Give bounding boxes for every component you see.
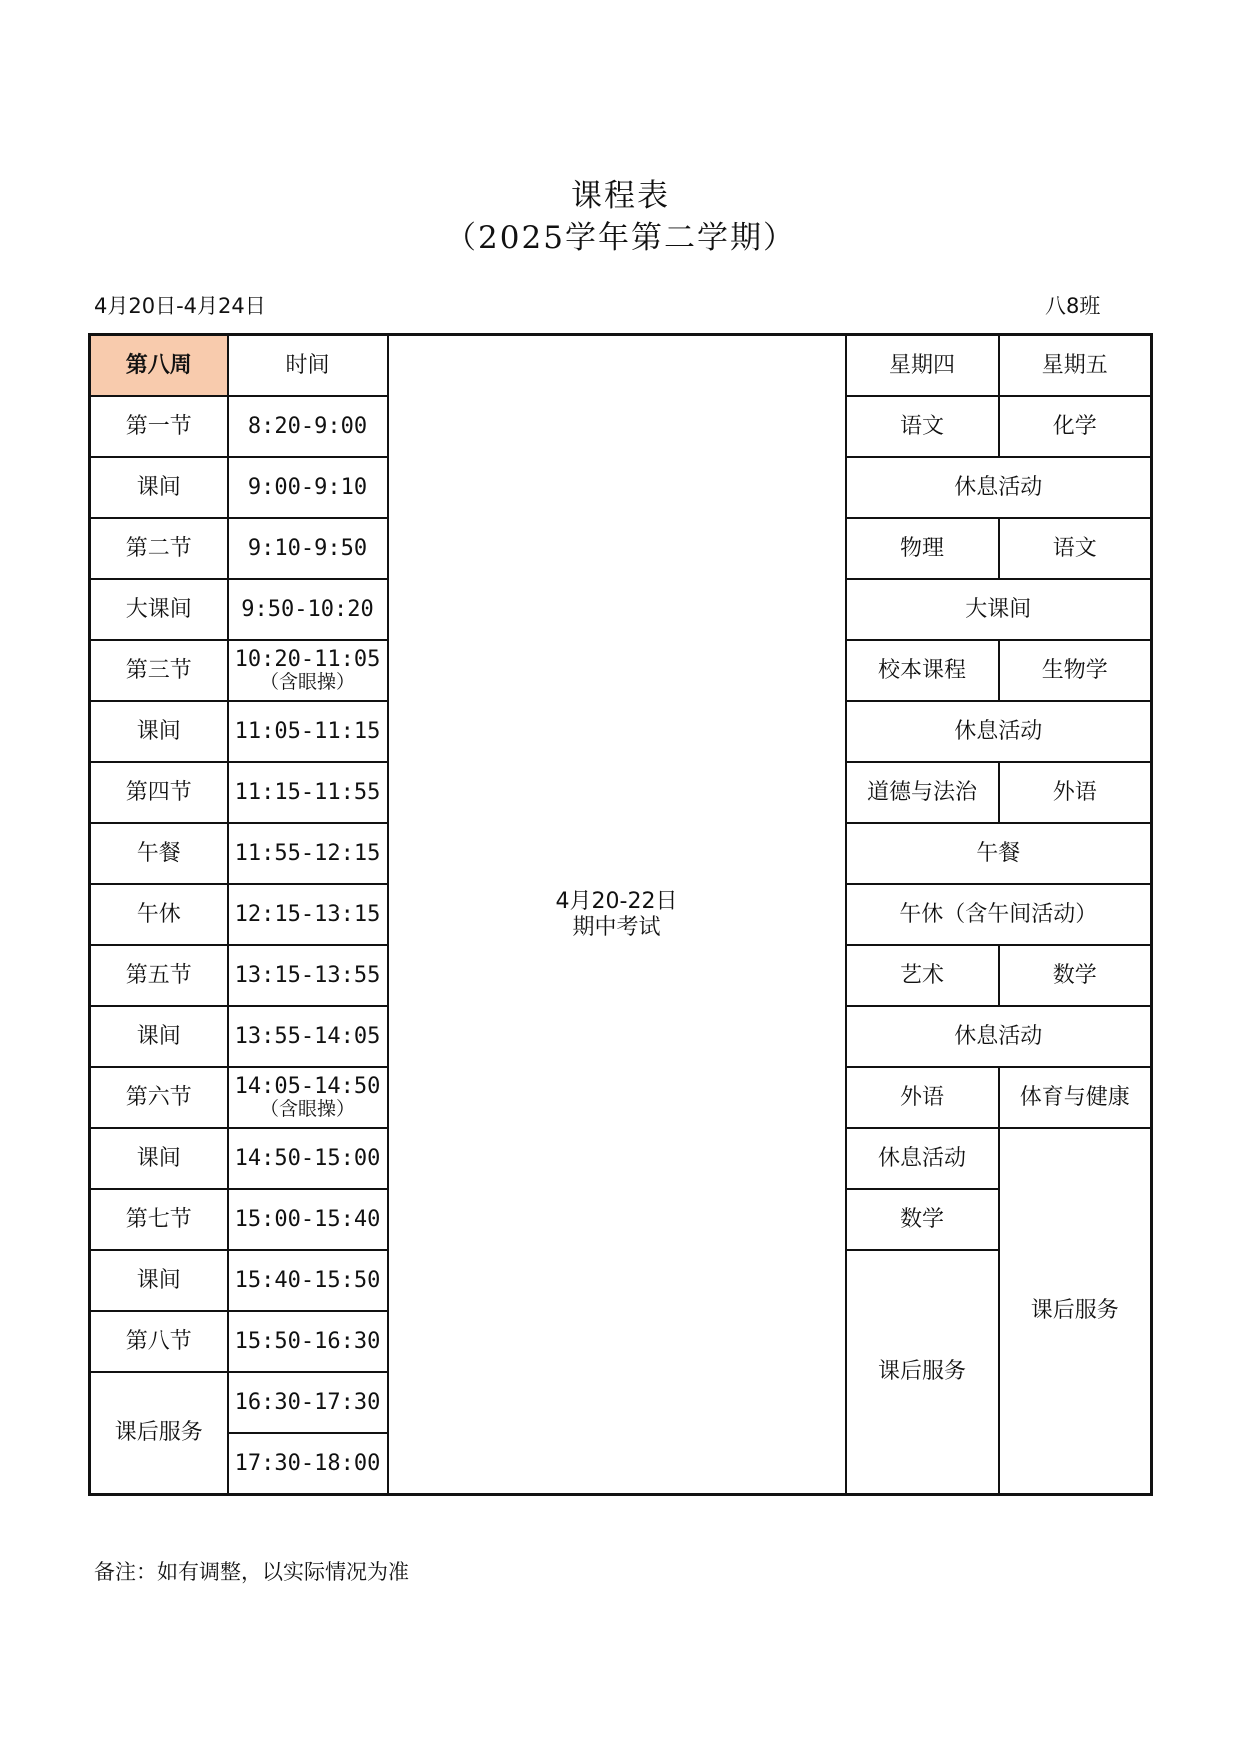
- time-cell: 9:10-9:50: [228, 518, 388, 579]
- period-cell: 第四节: [90, 762, 228, 823]
- period-cell: 课间: [90, 457, 228, 518]
- merged-activity-cell: 休息活动: [846, 1006, 1152, 1067]
- period-cell: 第六节: [90, 1067, 228, 1128]
- thursday-cell: 外语: [846, 1067, 999, 1128]
- merged-activity-cell: 休息活动: [846, 701, 1152, 762]
- exam-cell: [388, 335, 846, 1495]
- time-cell: 13:55-14:05: [228, 1006, 388, 1067]
- table-header-row: [90, 335, 1152, 397]
- exam-name: 期中考试: [572, 914, 661, 940]
- friday-header: 星期五: [999, 335, 1152, 397]
- time-text: 14:05-14:50: [234, 1073, 381, 1099]
- time-text: 10:20-11:05: [234, 646, 381, 672]
- time-cell: 14:50-15:00: [228, 1128, 388, 1189]
- footer-note: 备注：如有调整，以实际情况为准: [94, 1560, 409, 1584]
- eye-exercise-note: （含眼操）: [259, 671, 355, 694]
- time-cell: 15:50-16:30: [228, 1311, 388, 1372]
- period-cell: 午休: [90, 884, 228, 945]
- eye-exercise-note: （含眼操）: [259, 1098, 355, 1121]
- thursday-cell: 数学: [846, 1189, 999, 1250]
- thursday-cell: 休息活动: [846, 1128, 999, 1189]
- time-cell: 16:30-17:30: [228, 1372, 388, 1433]
- time-cell: 15:00-15:40: [228, 1189, 388, 1250]
- thursday-after-school-cell: 课后服务: [846, 1250, 999, 1495]
- date-range: 4月20日-4月24日: [94, 294, 266, 318]
- merged-activity-cell: 休息活动: [846, 457, 1152, 518]
- time-cell: 12:15-13:15: [228, 884, 388, 945]
- time-cell: 15:40-15:50: [228, 1250, 388, 1311]
- period-cell: 课间: [90, 701, 228, 762]
- week-label: 第八周: [90, 335, 228, 397]
- class-name: 八8班: [1045, 294, 1101, 318]
- thursday-cell: 艺术: [846, 945, 999, 1006]
- friday-cell: 外语: [999, 762, 1152, 823]
- period-cell: 第五节: [90, 945, 228, 1006]
- time-cell: [228, 640, 388, 701]
- time-cell: 13:15-13:55: [228, 945, 388, 1006]
- period-cell: 午餐: [90, 823, 228, 884]
- period-cell: 课间: [90, 1128, 228, 1189]
- merged-activity-cell: 午餐: [846, 823, 1152, 884]
- thursday-cell: 物理: [846, 518, 999, 579]
- friday-cell: 化学: [999, 396, 1152, 457]
- time-cell: 8:20-9:00: [228, 396, 388, 457]
- friday-cell: 语文: [999, 518, 1152, 579]
- period-cell: 第七节: [90, 1189, 228, 1250]
- time-cell: 11:05-11:15: [228, 701, 388, 762]
- time-header: 时间: [228, 335, 388, 397]
- period-cell: 课间: [90, 1250, 228, 1311]
- schedule-table: [88, 333, 1153, 1496]
- friday-after-school-cell: 课后服务: [999, 1128, 1152, 1495]
- time-cell: 9:00-9:10: [228, 457, 388, 518]
- period-cell: 课后服务: [90, 1372, 228, 1495]
- period-cell: 第二节: [90, 518, 228, 579]
- period-cell: 第一节: [90, 396, 228, 457]
- time-cell: [228, 1067, 388, 1128]
- friday-cell: 生物学: [999, 640, 1152, 701]
- exam-dates: 4月20-22日: [555, 889, 678, 915]
- friday-cell: 体育与健康: [999, 1067, 1152, 1128]
- thursday-header: 星期四: [846, 335, 999, 397]
- thursday-cell: 语文: [846, 396, 999, 457]
- thursday-cell: 校本课程: [846, 640, 999, 701]
- merged-activity-cell: 大课间: [846, 579, 1152, 640]
- period-cell: 大课间: [90, 579, 228, 640]
- period-cell: 第八节: [90, 1311, 228, 1372]
- friday-cell: 数学: [999, 945, 1152, 1006]
- time-cell: 17:30-18:00: [228, 1433, 388, 1495]
- merged-activity-cell: 午休（含午间活动）: [846, 884, 1152, 945]
- page-subtitle: （2025学年第二学期）: [445, 220, 796, 256]
- page-title: 课程表: [571, 178, 670, 214]
- time-cell: 11:15-11:55: [228, 762, 388, 823]
- thursday-cell: 道德与法治: [846, 762, 999, 823]
- time-cell: 9:50-10:20: [228, 579, 388, 640]
- period-cell: 第三节: [90, 640, 228, 701]
- period-cell: 课间: [90, 1006, 228, 1067]
- time-cell: 11:55-12:15: [228, 823, 388, 884]
